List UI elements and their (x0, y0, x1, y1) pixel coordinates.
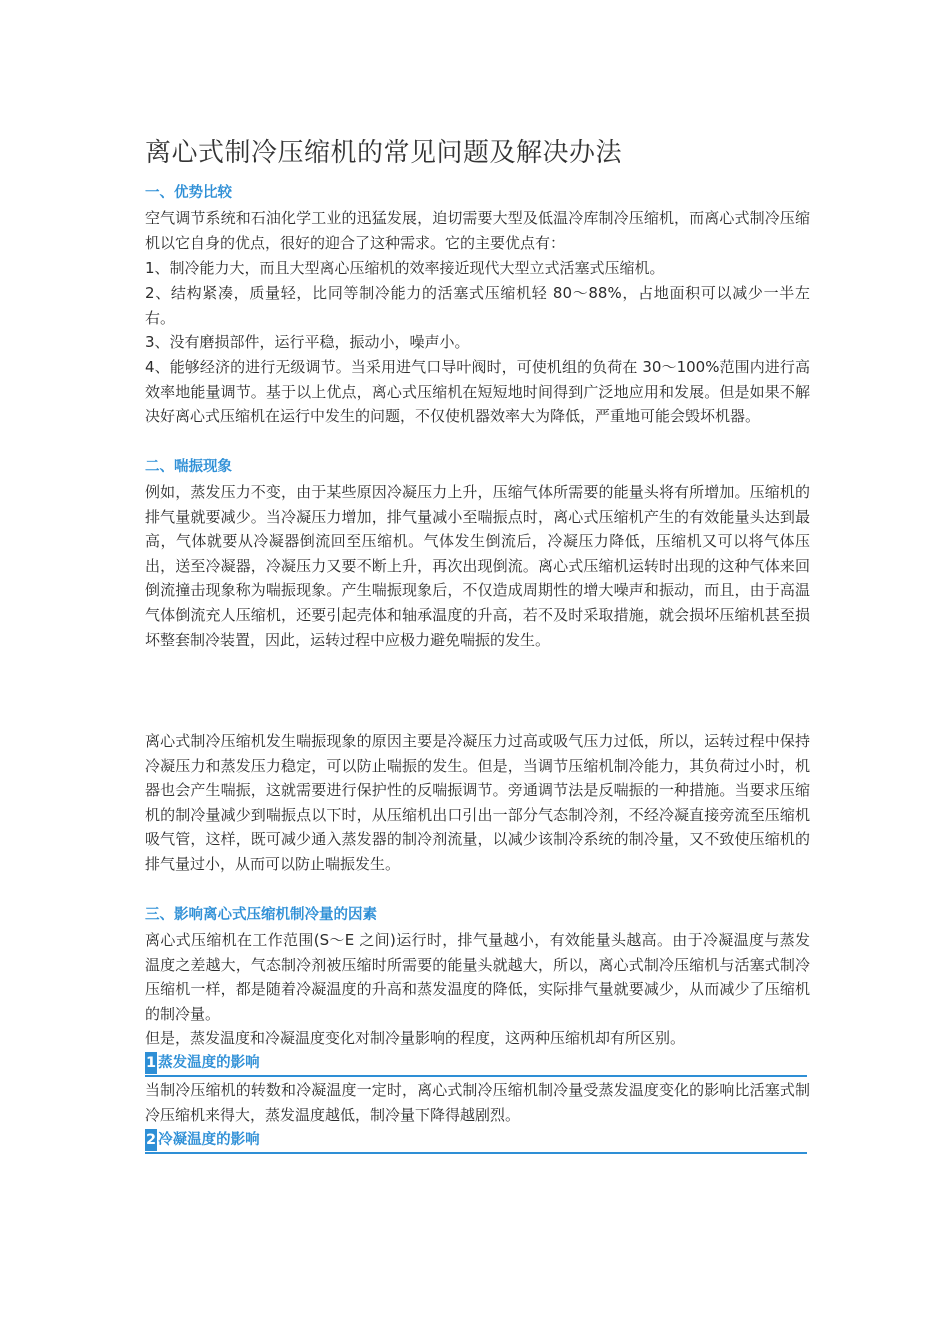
subheading-condensation (145, 1129, 807, 1154)
paragraph-evaporation: 当制冷压缩机的转数和冷凝温度一定时，离心式制冷压缩机制冷量受蒸发温度变化的影响比活塞式制冷压缩机来得大，蒸发温度越低，制冷量下降得越剧烈。 (145, 1081, 810, 1124)
subheading-label: 冷凝温度的影响 (158, 1132, 260, 1148)
section-heading-surge: 二、喘振现象 (145, 459, 232, 475)
paragraph-surge-2: 离心式制冷压缩机发生喘振现象的原因主要是冷凝压力过高或吸气压力过低，所以，运转过程中保持冷凝压力和蒸发压力稳定，可以防止喘振的发生。但是，当调节压缩机制冷能力，其负荷过小时，机器也会产生喘振，这就需要进行保护性的反喘振调节。旁通调节法是反喘振的一种措施。当要求压缩机的制冷量减少到喘振点以下时，从压缩机出口引出一部分气态制冷剂，不经冷凝直接旁流至压缩机吸气管，这样，既可减少通入蒸发器的制冷剂流量，以减少该制冷系统的制冷量，又不致使压缩机的排气量过小，从而可以防止喘振发生。 (145, 732, 810, 873)
list-item-3: 3、没有磨损部件，运行平稳，振动小，噪声小。 (145, 333, 470, 351)
paragraph-factors-2: 但是，蒸发温度和冷凝温度变化对制冷量影响的程度，这两种压缩机却有所区别。 (145, 1029, 686, 1047)
paragraph-intro: 空气调节系统和石油化学工业的迅猛发展，迫切需要大型及低温冷库制冷压缩机，而离心式制冷压缩机以它自身的优点，很好的迎合了这种需求。它的主要优点有： (145, 209, 810, 252)
paragraph-factors-1: 离心式压缩机在工作范围(S～E 之间)运行时，排气量越小，有效能量头越高。由于冷凝温度与蒸发温度之差越大，气态制冷剂被压缩时所需要的能量头就越大，所以，离心式制冷压缩机与活塞式制冷压缩机一样，都是随着冷凝温度的升高和蒸发温度的降低，实际排气量就要减少，从而减少了压缩机的制冷量。 (145, 931, 810, 1023)
subheading-number: 2 (145, 1129, 157, 1151)
subheading-label: 蒸发温度的影响 (158, 1055, 260, 1071)
section-heading-advantages: 一、优势比较 (145, 185, 232, 201)
paragraph-surge-1: 例如，蒸发压力不变，由于某些原因冷凝压力上升，压缩气体所需要的能量头将有所增加。压缩机的排气量就要减少。当冷凝压力增加，排气量减小至喘振点时，离心式压缩机产生的有效能量头达到最高，气体就要从冷凝器倒流回至压缩机。气体发生倒流后，冷凝压力降低，压缩机又可以将气体压出，送至冷凝器，冷凝压力又要不断上升，再次出现倒流。离心式压缩机运转时出现的这种气体来回倒流撞击现象称为喘振现象。产生喘振现象后，不仅造成周期性的增大噪声和振动，而且，由于高温气体倒流充人压缩机，还要引起壳体和轴承温度的升高，若不及时采取措施，就会损坏压缩机甚至损坏整套制冷装置，因此，运转过程中应极力避免喘振的发生。 (145, 483, 810, 649)
list-item-1: 1、制冷能力大，而且大型离心压缩机的效率接近现代大型立式活塞式压缩机。 (145, 259, 665, 277)
list-item-2: 2、结构紧凑，质量轻，比同等制冷能力的活塞式压缩机轻 80～88%，占地面积可以减少一半左右。 (145, 284, 810, 327)
subheading-number: 1 (145, 1052, 157, 1074)
list-item-4: 4、能够经济的进行无级调节。当采用进气口导叶阀时，可使机组的负荷在 30～100%范围内进行高效率地能量调节。基于以上优点，离心式压缩机在短短地时间得到广泛地应用和发展。但是如果不解决好离心式压缩机在运行中发生的问题，不仅使机器效率大为降低，严重地可能会毁坏机器。 (145, 358, 810, 426)
section-heading-factors: 三、影响离心式压缩机制冷量的因素 (145, 907, 377, 923)
page-title: 离心式制冷压缩机的常见问题及解决办法 (145, 138, 623, 168)
subheading-evaporation (145, 1052, 807, 1077)
